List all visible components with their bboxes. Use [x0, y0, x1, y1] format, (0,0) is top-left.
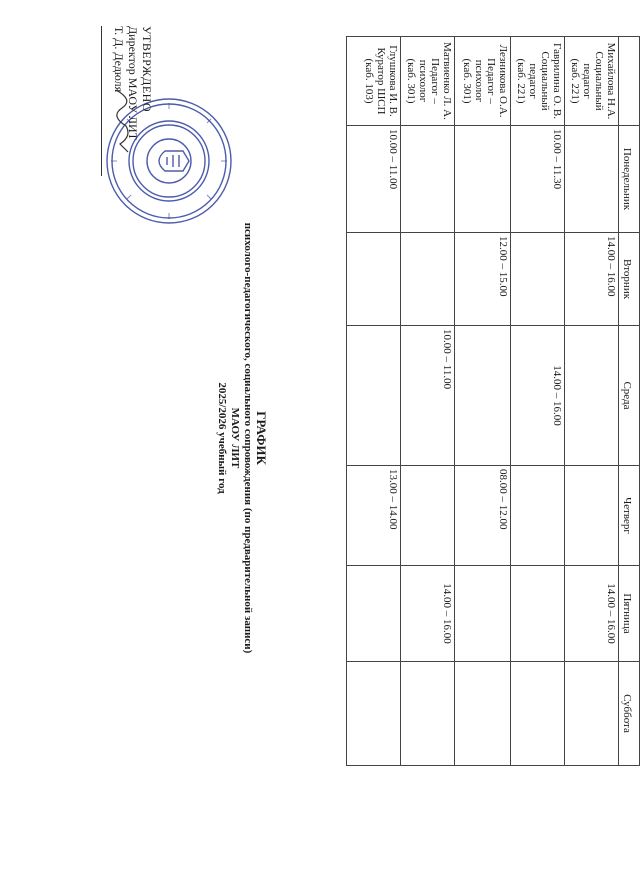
- staff-room: (каб. 301): [405, 58, 417, 104]
- staff-cell: [565, 37, 619, 126]
- table-row: [401, 37, 455, 766]
- staff-name: Михайлова Н.А.: [605, 42, 617, 120]
- time-cell: [401, 662, 455, 766]
- document-subtitle: психолого-педагогического, социального сопровождения (по предварительной записи): [242, 222, 254, 654]
- staff-name: Лезникова О.А.: [497, 44, 509, 118]
- time-cell: 14.00 – 16.00: [511, 326, 565, 466]
- document-heading: ГРАФИК: [254, 411, 269, 465]
- time-cell: [401, 233, 455, 326]
- time-cell: [565, 466, 619, 566]
- staff-room: (каб. 103): [363, 58, 375, 104]
- staff-role: Социальный педагог: [527, 51, 551, 111]
- organization-name: МАОУ ЛИТ: [229, 407, 241, 469]
- staff-name: Гаврилина О. В.: [551, 43, 563, 119]
- header-monday: Понедельник: [619, 126, 640, 233]
- header-saturday: Суббота: [619, 662, 640, 766]
- time-cell: [347, 662, 401, 766]
- staff-role: Педагог –психолог: [473, 58, 497, 104]
- header-friday: Пятница: [619, 566, 640, 662]
- time-cell: [565, 326, 619, 466]
- time-cell: [347, 566, 401, 662]
- time-cell: [511, 566, 565, 662]
- staff-role: Социальный педагог: [581, 51, 605, 111]
- time-cell: 14.00 – 16.00: [565, 233, 619, 326]
- time-cell: [455, 126, 511, 233]
- time-cell: [511, 662, 565, 766]
- staff-role: Педагог – психолог: [417, 58, 441, 104]
- approval-signatory: Т. Д. Дедюля: [112, 26, 126, 93]
- staff-name: Матвиенко Л. А.: [441, 42, 453, 120]
- approval-block: [101, 26, 154, 206]
- header-row: [619, 37, 640, 766]
- schedule-table-wrap: [346, 36, 640, 766]
- staff-cell: [455, 37, 511, 126]
- time-cell: [511, 466, 565, 566]
- time-cell: [511, 233, 565, 326]
- staff-room: (каб. 301): [461, 58, 473, 104]
- time-cell: 14.00 – 16.00: [401, 566, 455, 662]
- approval-label: УТВЕРЖДЕНО: [140, 26, 154, 113]
- academic-year: 2025/2026 учебный год: [216, 382, 228, 494]
- staff-name: Глушкова И. В.: [387, 45, 399, 117]
- header-thursday: Четверг: [619, 466, 640, 566]
- table-row: [511, 37, 565, 766]
- time-cell: [347, 326, 401, 466]
- staff-room: (каб. 221): [515, 58, 527, 104]
- table-row: [565, 37, 619, 766]
- header-empty: [619, 37, 640, 126]
- time-cell: [455, 566, 511, 662]
- staff-room: (каб. 221): [569, 58, 581, 104]
- table-row: [347, 37, 401, 766]
- header-tuesday: Вторник: [619, 233, 640, 326]
- time-cell: [455, 662, 511, 766]
- schedule-table: [346, 36, 640, 766]
- time-cell: 10.00 – 11.00: [347, 126, 401, 233]
- time-cell: 14.00 – 16.00: [565, 566, 619, 662]
- time-cell: [455, 326, 511, 466]
- time-cell: [347, 233, 401, 326]
- staff-cell: [401, 37, 455, 126]
- signature-line: [101, 26, 102, 176]
- time-cell: [565, 126, 619, 233]
- staff-role: Куратор ШСП: [375, 47, 387, 115]
- time-cell: 10.00 – 11.30: [511, 126, 565, 233]
- time-cell: [401, 466, 455, 566]
- signature-icon: [110, 86, 136, 156]
- staff-cell: [511, 37, 565, 126]
- time-cell: [401, 126, 455, 233]
- time-cell: 12.00 – 15.00: [455, 233, 511, 326]
- header-wednesday: Среда: [619, 326, 640, 466]
- approval-position: Директор МАОУ ЛИТ: [126, 26, 140, 141]
- time-cell: 08.00 – 12.00: [455, 466, 511, 566]
- staff-cell: [347, 37, 401, 126]
- time-cell: 10.00 – 11.00: [401, 326, 455, 466]
- table-row: [455, 37, 511, 766]
- time-cell: 13.00 – 14.00: [347, 466, 401, 566]
- time-cell: [565, 662, 619, 766]
